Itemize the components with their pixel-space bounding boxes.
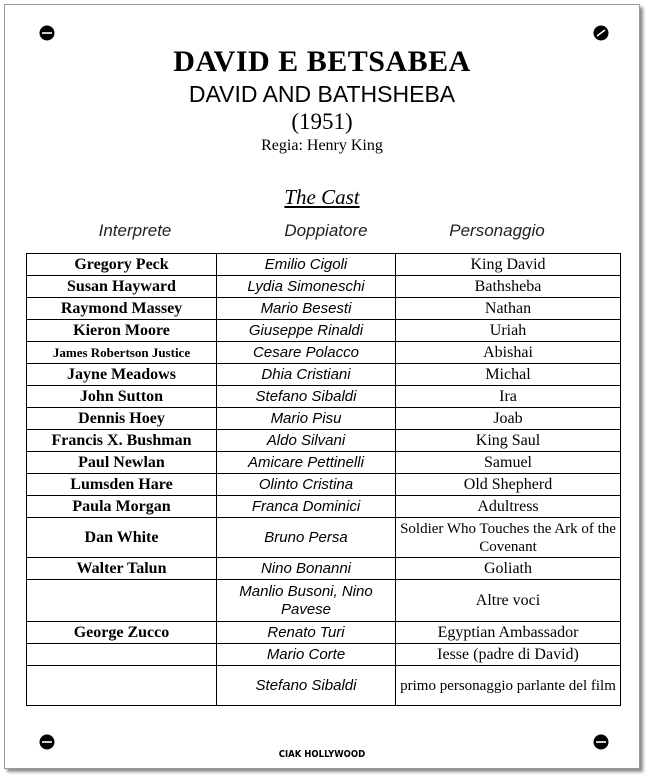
- character-cell: Bathsheba: [396, 276, 621, 298]
- character-cell: Samuel: [396, 452, 621, 474]
- title-italian: DAVID E BETSABEA: [173, 45, 471, 78]
- character-cell: King Saul: [396, 430, 621, 452]
- actor-cell: Gregory Peck: [27, 254, 217, 276]
- character-cell: Michal: [396, 364, 621, 386]
- column-header-character: Personaggio: [449, 221, 545, 240]
- dubber-cell: Giuseppe Rinaldi: [217, 320, 396, 342]
- character-cell: Ira: [396, 386, 621, 408]
- character-cell: Egyptian Ambassador: [396, 622, 621, 644]
- column-header-dubber: Doppiatore: [284, 221, 368, 240]
- table-row: [27, 580, 621, 622]
- dubber-cell: Renato Turi: [217, 622, 396, 644]
- character-cell: Adultress: [396, 496, 621, 518]
- dubber-cell: Nino Bonanni: [217, 558, 396, 580]
- actor-cell: John Sutton: [27, 386, 217, 408]
- screw-icon: [39, 25, 55, 41]
- dubber-cell: Dhia Cristiani: [217, 364, 396, 386]
- table-row: [27, 276, 621, 298]
- table-row: [27, 386, 621, 408]
- actor-cell: [27, 644, 217, 666]
- table-row: [27, 644, 621, 666]
- screw-icon: [39, 734, 55, 750]
- dubber-cell: Mario Pisu: [217, 408, 396, 430]
- dubber-cell: Amicare Pettinelli: [217, 452, 396, 474]
- actor-cell: Dan White: [27, 518, 217, 558]
- dubber-cell: Lydia Simoneschi: [217, 276, 396, 298]
- character-cell: Abishai: [396, 342, 621, 364]
- character-cell: Altre voci: [396, 580, 621, 622]
- actor-cell: [27, 580, 217, 622]
- director-credit: Regia: Henry King: [261, 137, 383, 154]
- dubber-cell: Bruno Persa: [217, 518, 396, 558]
- table-row: [27, 408, 621, 430]
- actor-cell: Paul Newlan: [27, 452, 217, 474]
- table-row: [27, 666, 621, 706]
- actor-cell: Dennis Hoey: [27, 408, 217, 430]
- actor-cell: [27, 666, 217, 706]
- table-row: [27, 496, 621, 518]
- table-row: [27, 364, 621, 386]
- release-year: (1951): [291, 109, 353, 134]
- table-row: [27, 254, 621, 276]
- actor-cell: George Zucco: [27, 622, 217, 644]
- title-english: DAVID AND BATHSHEBA: [188, 81, 456, 107]
- character-cell: primo personaggio parlante del film: [396, 666, 621, 706]
- character-cell: Goliath: [396, 558, 621, 580]
- table-row: [27, 298, 621, 320]
- character-cell: Nathan: [396, 298, 621, 320]
- cast-table: [26, 253, 621, 706]
- character-cell: Old Shepherd: [396, 474, 621, 496]
- dubber-cell: Manlio Busoni, Nino Pavese: [217, 580, 396, 622]
- table-row: [27, 430, 621, 452]
- table-row: [27, 558, 621, 580]
- screw-icon: [593, 734, 609, 750]
- table-row: [27, 518, 621, 558]
- table-row: [27, 342, 621, 364]
- actor-cell: Lumsden Hare: [27, 474, 217, 496]
- dubber-cell: Emilio Cigoli: [217, 254, 396, 276]
- dubber-cell: Mario Besesti: [217, 298, 396, 320]
- character-cell: Soldier Who Touches the Ark of the Covenant: [396, 518, 621, 558]
- dubber-cell: Franca Dominici: [217, 496, 396, 518]
- character-cell: King David: [396, 254, 621, 276]
- actor-cell: Jayne Meadows: [27, 364, 217, 386]
- character-cell: Joab: [396, 408, 621, 430]
- actor-cell: Raymond Massey: [27, 298, 217, 320]
- dubber-cell: Stefano Sibaldi: [217, 386, 396, 408]
- actor-cell: James Robertson Justice: [27, 342, 217, 364]
- ciak-hollywood-logo: CIAK HOLLYWOOD: [278, 749, 366, 760]
- dubber-cell: Cesare Polacco: [217, 342, 396, 364]
- dubber-cell: Aldo Silvani: [217, 430, 396, 452]
- cast-plaque: [4, 4, 640, 769]
- character-cell: Iesse (padre di David): [396, 644, 621, 666]
- table-row: [27, 474, 621, 496]
- actor-cell: Walter Talun: [27, 558, 217, 580]
- table-row: [27, 320, 621, 342]
- screw-icon: [593, 25, 609, 41]
- actor-cell: Francis X. Bushman: [27, 430, 217, 452]
- table-row: [27, 452, 621, 474]
- column-header-actor: Interprete: [98, 221, 172, 240]
- cast-heading: The Cast: [284, 185, 360, 209]
- actor-cell: Susan Hayward: [27, 276, 217, 298]
- actor-cell: Kieron Moore: [27, 320, 217, 342]
- dubber-cell: Stefano Sibaldi: [217, 666, 396, 706]
- character-cell: Uriah: [396, 320, 621, 342]
- dubber-cell: Olinto Cristina: [217, 474, 396, 496]
- actor-cell: Paula Morgan: [27, 496, 217, 518]
- dubber-cell: Mario Corte: [217, 644, 396, 666]
- table-row: [27, 622, 621, 644]
